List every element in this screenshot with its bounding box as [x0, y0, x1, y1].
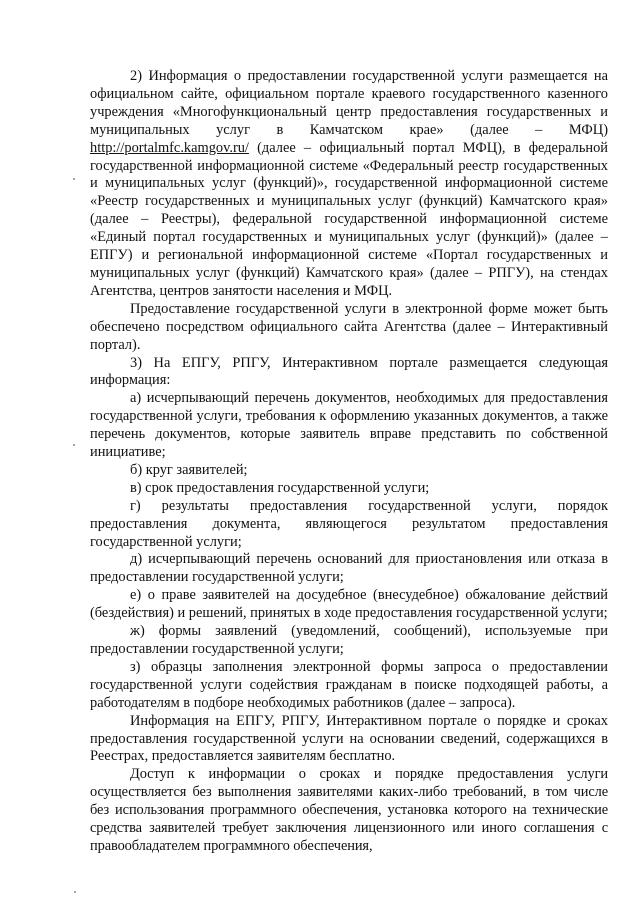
list-item-v: в) срок предоставления государственной услуги; [130, 479, 430, 496]
list-item-zh: ж) формы заявлений (уведомлений, сообщений), используемые при предоставлении государственной услуги; [90, 623, 608, 657]
paragraph-text: 2) Информация о предоставлении государственной услуги размещается на официальном сайте, официальном портале краевого государственного казенного учреждения «Многофункциональный центр предоставления государственных и муниципальных услуг в Камчатском крае» (далее – МФЦ) [90, 68, 608, 138]
list-item-d: д) исчерпывающий перечень оснований для приостановления или отказа в предоставлении государственной услуги; [90, 551, 608, 586]
mfc-portal-link[interactable]: http://portalmfc.kamgov.ru/ [90, 139, 249, 156]
paragraph-electronic-form: Предоставление государственной услуги в электронной форме может быть обеспечено посредством официального сайта Агентства (далее – Интерактивный портал). [90, 300, 608, 353]
list-item-g: г) результаты предоставления государственной услуги, порядок предоставления документа, являющегося результатом предоставления государственной услуги; [90, 497, 608, 550]
paragraph-portal-info-intro: 3) На ЕПГУ, РПГУ, Интерактивном портале размещается следующая информация: [90, 354, 608, 389]
document-page [90, 68, 608, 856]
scan-speck [74, 891, 76, 893]
list-item-z: з) образцы заполнения электронной формы запроса о предоставлении государственной услуги содействия гражданам в поиске подходящей работы, а работодателям в подборе необходимых работников (далее – запроса). [90, 658, 608, 711]
scan-speck [73, 444, 75, 446]
list-item-b: б) круг заявителей; [130, 461, 248, 478]
paragraph-access-conditions: Доступ к информации о сроках и порядке предоставления услуги осуществляется без выполнения заявителями каких-либо требований, в том числе без использования программного обеспечения, установка которого на технические средства заявителей требует заключения лицензионного или иного соглашения с правообладателем программного обеспечения, [90, 766, 608, 854]
scan-speck [73, 178, 75, 180]
paragraph-free-info: Информация на ЕПГУ, РПГУ, Интерактивном портале о порядке и сроках предоставления государственной услуги на основании сведений, содержащихся в Реестрах, предоставляется заявителям бесплатно. [90, 712, 608, 765]
list-item-e: е) о праве заявителей на досудебное (внесудебное) обжалование действий (бездействия) и решений, принятых в ходе предоставления государственной услуги; [90, 587, 608, 622]
paragraph-text: (далее – официальный портал МФЦ), в федеральной государственной информационной системе «Федеральный реестр государственных и муниципальных услуг (функций)», государственной информационной системе «Реестр государственных и муниципальных услуг (функций) Камчатского края» (далее – Реестры), федеральной государственной информационной системе «Единый портал государственных и муниципальных услуг (функций)» (далее – ЕПГУ) и региональной информационной системе «Портал государственных и муниципальных услуг (функций) Камчатского края» (далее – РПГУ), на стендах Агентства, центров занятости населения и МФЦ. [90, 139, 608, 299]
paragraph-info-placement [90, 68, 608, 301]
list-item-a: а) исчерпывающий перечень документов, необходимых для предоставления государственной услуги, требования к оформлению указанных документов, а также перечень документов, которые заявитель вправе представить по собственной инициативе; [90, 390, 608, 461]
